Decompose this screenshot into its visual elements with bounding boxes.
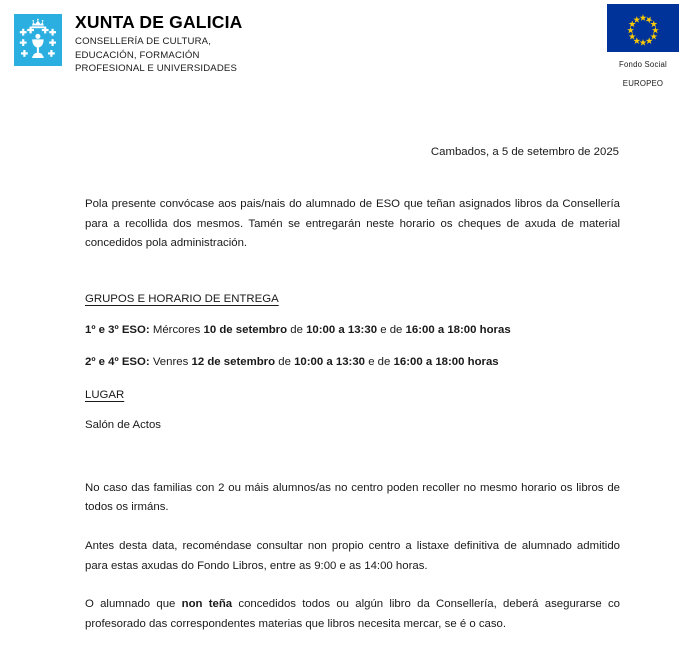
organization-subtitle-line-3: PROFESIONAL E UNIVERSIDADES [75, 63, 238, 75]
schedule-connector-2: e de [380, 324, 403, 337]
schedule-date: 12 de setembro [191, 355, 276, 368]
organization-subtitle-line-2: EDUCACIÓN, FORMACIÓN [75, 49, 200, 61]
organization-text-block [75, 12, 243, 76]
schedule-row [85, 321, 620, 340]
date-line: Cambados, a 5 de setembro de 2025 [430, 146, 619, 158]
organization-subtitle-line-1: CONSELLERÍA DE CULTURA, [75, 36, 212, 48]
schedule-section-heading: GRUPOS E HORARIO DE ENTREGA [85, 292, 279, 305]
document-body [0, 146, 697, 634]
schedule-date: 10 de setembro [203, 324, 288, 337]
schedule-groups: 2º e 4º ESO: [85, 355, 150, 368]
schedule-row [85, 353, 620, 372]
document-header [0, 0, 697, 110]
note-books-part-1: O alumnado que [85, 598, 182, 611]
schedule-groups: 1º e 3º ESO: [85, 324, 150, 337]
note-books-emphasis: non teña [181, 598, 233, 611]
note-listing-paragraph: Antes desta data, recoméndase consultar non propio centro a listaxe definitiva de alumnado admitido para estas axudas do Fondo Libros, entre as 9:00 e as 14:00 horas. [85, 540, 620, 572]
note-books-part-2: concedidos todos ou algún libro da Consellería, deberá asegurarse co profesorado das correspondentes materias que libros necesita mercar, se é o caso. [85, 598, 620, 630]
note-families-paragraph: No caso das familias con 2 ou máis alumnos/as no centro poden recoller no mesmo horario os libros de todos os irmáns. [85, 481, 620, 514]
organization-branding [14, 12, 243, 76]
intro-paragraph: Pola presente convócase aos pais/nais do alumnado de ESO que teñan asignados libros da Consellería para a recollida dos mesmos. Tamén se entregarán neste horario os cheques de axuda de material concedidos pola administración. [85, 198, 620, 250]
schedule-connector-2: e de [368, 355, 391, 368]
galicia-coat-of-arms-icon [14, 14, 62, 66]
european-social-fund-block [599, 4, 687, 89]
schedule-connector-1: de [290, 324, 303, 337]
schedule-morning-time: 10:00 a 13:30 [306, 324, 378, 337]
schedule-weekday: Mércores [152, 324, 201, 337]
place-section-heading: LUGAR [85, 389, 125, 401]
eu-fund-caption-line-1: Fondo Social [619, 60, 667, 69]
organization-title: XUNTA DE GALICIA [75, 12, 243, 32]
schedule-afternoon-time: 16:00 a 18:00 horas [393, 355, 499, 368]
schedule-connector-1: de [278, 355, 291, 368]
eu-fund-caption-line-2: EUROPEO [622, 79, 664, 89]
place-value: Salón de Actos [85, 419, 161, 432]
schedule-afternoon-time: 16:00 a 18:00 horas [405, 324, 511, 337]
note-books-paragraph [85, 595, 620, 634]
schedule-weekday: Venres [152, 355, 189, 368]
schedule-morning-time: 10:00 a 13:30 [294, 355, 366, 368]
european-union-flag-icon [607, 4, 679, 52]
